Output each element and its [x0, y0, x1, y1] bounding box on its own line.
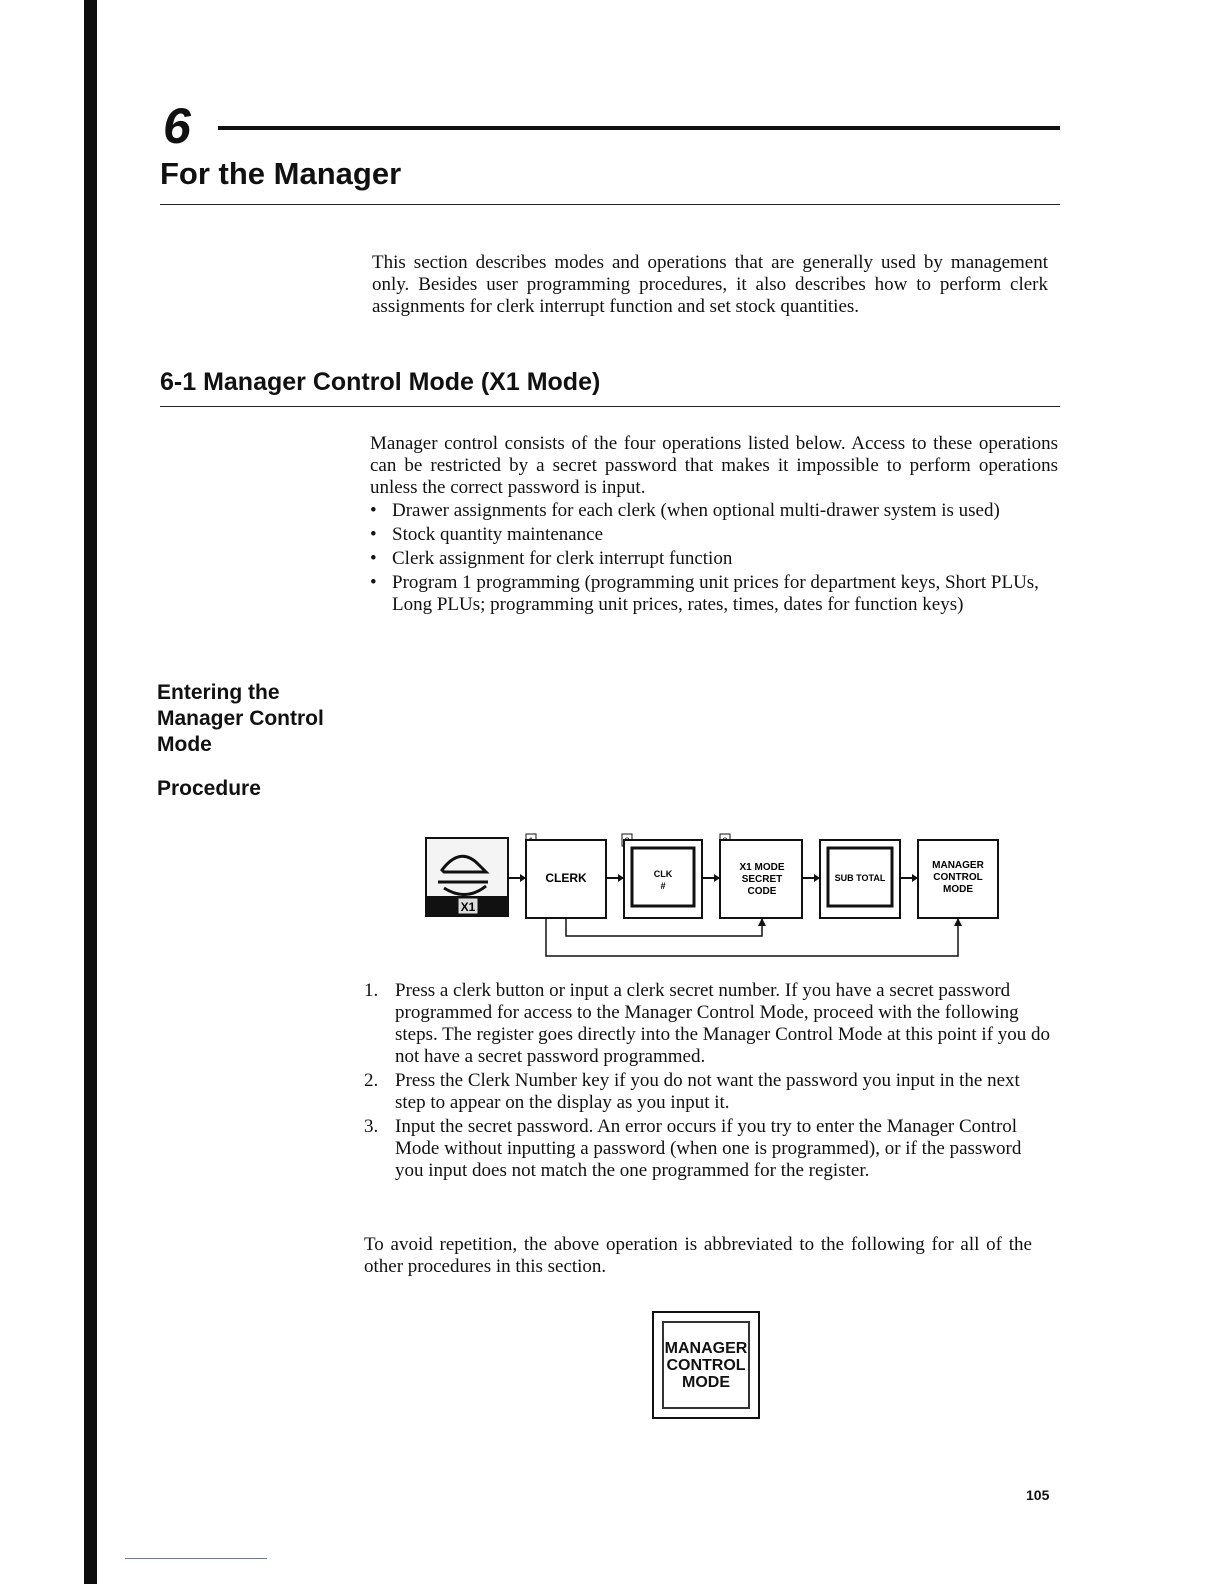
manager-control-mode-symbol-label: MANAGER CONTROL MODE: [664, 1339, 748, 1391]
chapter-number: 6: [163, 98, 191, 154]
step-number: 2.: [364, 1070, 379, 1091]
list-item: [364, 1070, 1054, 1114]
procedure-steps: [364, 980, 1054, 1184]
operations-list: [370, 500, 1060, 618]
secret-code-label-line: X1 MODE: [739, 862, 785, 873]
manager-control-mode-label-line: CONTROL: [933, 872, 983, 883]
clk-number-key-label-line: #: [660, 881, 666, 891]
side-heading-entering: Entering the Manager Control Mode: [157, 681, 324, 756]
chapter-rule: [218, 126, 1060, 130]
bypass-line: [566, 918, 762, 936]
abbreviation-note: To avoid repetition, the above operation is abbreviated to the following for all of the other procedures in this section.: [364, 1234, 1032, 1277]
step-text: Press the Clerk Number key if you do not want the password you input in the next step to appear on the display as you input it.: [395, 1070, 1020, 1113]
list-item: • Clerk assignment for clerk interrupt function: [370, 548, 1060, 570]
chapter-title: For the Manager: [160, 156, 402, 191]
arrow-head-icon: [758, 918, 766, 926]
manager-control-mode-symbol-inner: [662, 1321, 750, 1409]
subtotal-key-label: SUB TOTAL: [834, 873, 886, 883]
list-item: • Program 1 programming (programming unit prices for department keys, Short PLUs, Long PLUs; programming unit prices, rates, times, dates for function keys): [370, 572, 1060, 616]
clerk-key-label: CLERK: [545, 871, 587, 885]
page-binding-edge: [84, 0, 97, 1584]
list-item: [364, 980, 1054, 1068]
step-number: 1.: [364, 980, 379, 1001]
list-item: [364, 1116, 1054, 1182]
section-title: 6-1 Manager Control Mode (X1 Mode): [160, 368, 601, 396]
procedure-flow-diagram: [420, 830, 1020, 970]
manager-control-mode-label-line: MODE: [943, 884, 973, 895]
mode-x1-label: X1: [460, 900, 476, 914]
step-text: Input the secret password. An error occurs if you try to enter the Manager Control Mode without inputting a password (when one is programmed), or if the password you input does not match the one programmed for the register.: [395, 1116, 1022, 1181]
footer-rule: [125, 1558, 267, 1559]
side-heading-procedure: Procedure: [157, 777, 261, 800]
section-rule: [160, 406, 1060, 407]
mode-key-icon: [426, 838, 508, 916]
list-item: • Drawer assignments for each clerk (when optional multi-drawer system is used): [370, 500, 1060, 522]
page-number: 105: [1026, 1487, 1050, 1503]
manager-control-mode-symbol: [652, 1311, 760, 1419]
list-item: • Stock quantity maintenance: [370, 524, 1060, 546]
chapter-title-rule: [160, 204, 1060, 205]
secret-code-label-line: SECRET: [741, 874, 783, 885]
bypass-line: [546, 918, 958, 956]
intro-paragraph: This section describes modes and operations that are generally used by management only. Besides user programming procedures, it also describes how to perform clerk assignments for clerk interrupt function and set stock quantities.: [372, 252, 1048, 317]
step-text: Press a clerk button or input a clerk secret number. If you have a secret password programmed for access to the Manager Control Mode, proceed with the following steps. The register goes directly into the Manager Control Mode at this point if you do not have a secret password programmed.: [395, 980, 1051, 1067]
step-number: 3.: [364, 1116, 379, 1137]
secret-code-label-line: CODE: [747, 886, 777, 897]
section-paragraph: Manager control consists of the four operations listed below. Access to these operations can be restricted by a secret password that makes it impossible to perform operations unless the correct password is input.: [370, 433, 1058, 498]
clk-number-key-label-line: CLK: [653, 869, 673, 879]
manager-control-mode-label-line: MANAGER: [932, 860, 984, 871]
arrow-head-icon: [954, 918, 962, 926]
